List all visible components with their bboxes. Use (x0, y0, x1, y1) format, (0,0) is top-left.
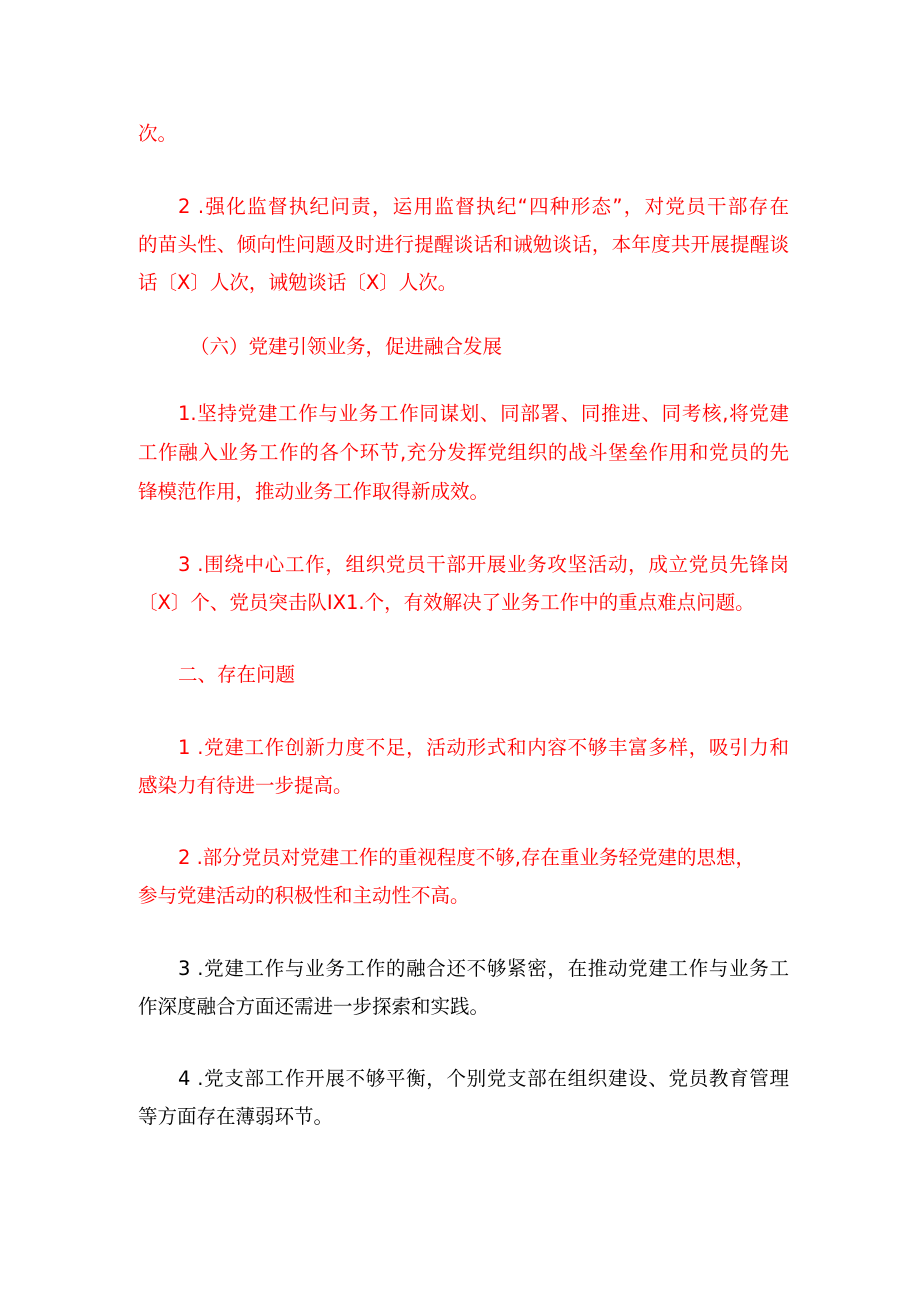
text-line: 话〔X〕人次，诫勉谈话〔X〕人次。 (138, 271, 458, 294)
text-line: 2 .强化监督执纪问责，运用监督执纪“四种形态”，对党员干部存在 (178, 195, 789, 218)
text-line: 等方面存在薄弱环节。 (138, 1105, 334, 1128)
section-heading: （六）党建引领业务，促进融合发展 (190, 335, 503, 358)
text-line: 作深度融合方面还需进一步探索和实践。 (138, 995, 490, 1018)
text-line: 工作融入业务工作的各个环节,充分发挥党组织的战斗堡垒作用和党员的先 (138, 441, 789, 464)
text-line: 〔X〕个、党员突击队IX1.个，有效解决了业务工作中的重点难点问题。 (138, 591, 755, 614)
text-line: 次。 (138, 122, 178, 145)
text-line: 1.坚持党建工作与业务工作同谋划、同部署、同推进、同考核,将党建 (178, 402, 789, 425)
text-line: 感染力有待进一步提高。 (138, 774, 353, 797)
text-line: 参与党建活动的积极性和主动性不高。 (138, 884, 470, 907)
text-line: 锋模范作用，推动业务工作取得新成效。 (138, 480, 490, 503)
text-line: 的苗头性、倾向性问题及时进行提醒谈话和诫勉谈话，本年度共开展提醒谈 (138, 233, 789, 256)
text-line: 2 .部分党员对党建工作的重视程度不够,存在重业务轻党建的思想， (178, 846, 756, 869)
text-line: 3 .围绕中心工作，组织党员干部开展业务攻坚活动，成立党员先锋岗 (178, 553, 789, 576)
section-heading: 二、存在问题 (178, 663, 296, 686)
text-line: 1 .党建工作创新力度不足，活动形式和内容不够丰富多样，吸引力和 (178, 736, 789, 759)
text-line: 3 .党建工作与业务工作的融合还不够紧密，在推动党建工作与业务工 (178, 957, 789, 980)
text-line: 4 .党支部工作开展不够平衡，个别党支部在组织建设、党员教育管理 (178, 1067, 789, 1090)
